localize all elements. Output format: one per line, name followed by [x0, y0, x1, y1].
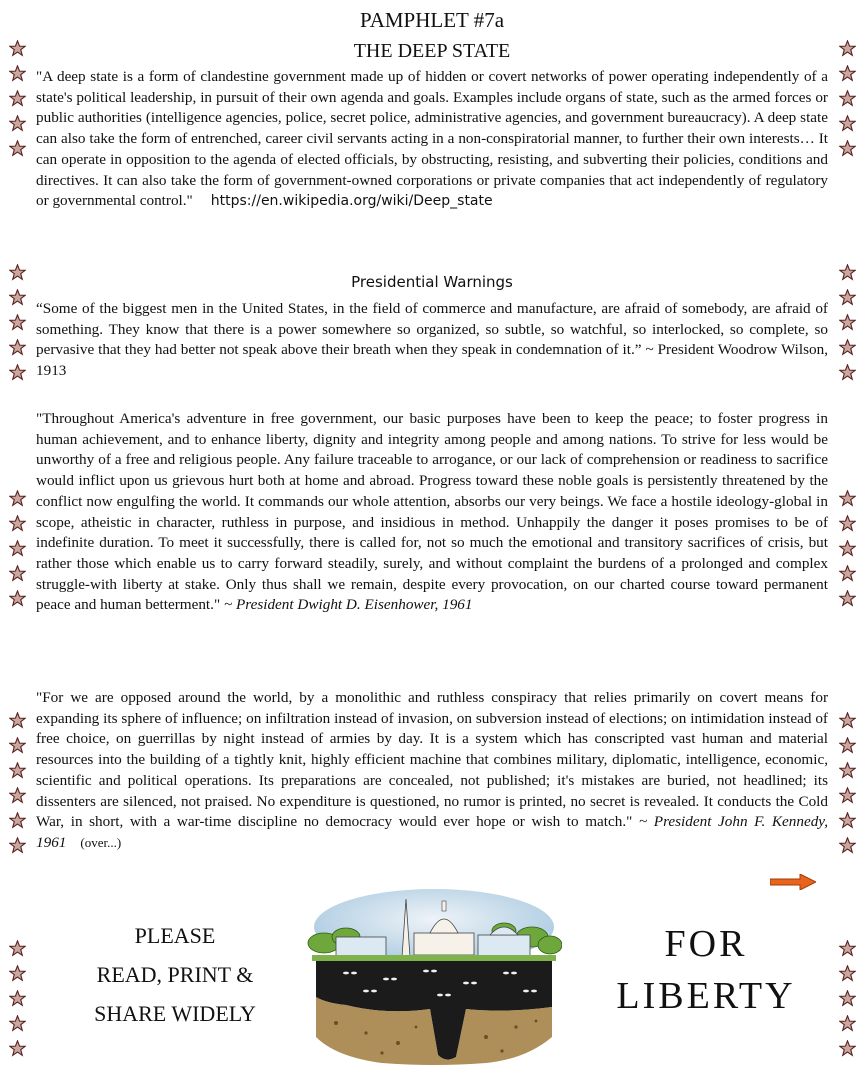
star-icon: [9, 339, 26, 356]
quote-attribution: ~ President Dwight D. Eisenhower, 1961: [223, 596, 473, 614]
star-icon: [839, 762, 856, 779]
star-column: [6, 40, 28, 165]
star-icon: [839, 115, 856, 132]
quote-kennedy: [36, 688, 828, 854]
star-icon: [839, 515, 856, 532]
star-icon: [839, 90, 856, 107]
for-liberty-slogan: [596, 918, 816, 1022]
star-column: [836, 40, 858, 165]
star-icon: [839, 65, 856, 82]
star-column: [6, 264, 28, 389]
pamphlet-number: PAMPHLET #7a: [359, 8, 505, 32]
share-line: READ, PRINT &: [96, 962, 254, 987]
share-callout: [70, 916, 280, 1033]
star-icon: [839, 540, 856, 557]
star-column: [6, 940, 28, 1065]
quote-eisenhower: [36, 409, 828, 616]
star-icon: [839, 40, 856, 57]
star-icon: [839, 787, 856, 804]
star-icon: [9, 289, 26, 306]
star-icon: [839, 364, 856, 381]
quote-attribution: ~ President John F. Kennedy, 1961: [36, 813, 829, 851]
star-icon: [9, 737, 26, 754]
star-icon: [9, 940, 26, 957]
continuation-note: (over...): [80, 834, 122, 850]
star-icon: [839, 339, 856, 356]
quote-wilson: [36, 299, 828, 382]
star-icon: [9, 565, 26, 582]
definition-text: "A deep state is a form of clandestine government made up of hidden or covert networks of power operating independently of a state's political leadership, in pursuit of their own agenda and goals. Examples include organs of state, such as the armed forces or public authorities (intelligence agencies, police, secret police, administrative agencies, and government bureaucracy). A deep state can also take the form of entrenched, career civil servants acting in a non-conspiratorial manner, to further their own interests… It can operate in opposition to the agenda of elected officials, by obstructing, resisting, and subverting their policies, conditions and directives. It can also take the form of government-owned corporations or private companies that act independently of regulatory or governmental control.": [36, 68, 828, 210]
star-icon: [839, 490, 856, 507]
share-line: PLEASE: [134, 923, 216, 948]
star-column: [836, 264, 858, 389]
arrow-right-icon: [770, 874, 816, 890]
quote-text: “Some of the biggest men in the United States, in the field of commerce and manufacture, are afraid of somebody, are afraid of something. They know that there is a power somewhere so organized, so subtle, so watchful, so interlocked, so complete, so pervasive that they had better not speak above their breath when they speak in condemnation of it.”: [36, 300, 828, 359]
star-icon: [9, 590, 26, 607]
star-icon: [9, 490, 26, 507]
star-icon: [9, 1015, 26, 1032]
section-heading: Presidential Warnings: [351, 273, 513, 291]
star-icon: [839, 712, 856, 729]
pamphlet-title: THE DEEP STATE: [353, 40, 511, 62]
star-icon: [839, 289, 856, 306]
star-icon: [9, 762, 26, 779]
star-icon: [9, 65, 26, 82]
slogan-line: FOR: [664, 923, 748, 965]
star-icon: [9, 264, 26, 281]
star-icon: [9, 90, 26, 107]
star-column: [836, 940, 858, 1065]
star-icon: [839, 590, 856, 607]
star-icon: [9, 364, 26, 381]
star-icon: [839, 812, 856, 829]
star-column: [836, 490, 858, 615]
star-icon: [9, 140, 26, 157]
star-icon: [839, 314, 856, 331]
star-icon: [839, 837, 856, 854]
star-icon: [9, 787, 26, 804]
star-icon: [9, 1040, 26, 1057]
star-column: [836, 712, 858, 862]
quote-attribution: ~ President Woodrow Wilson, 1913: [36, 341, 829, 380]
star-icon: [839, 565, 856, 582]
star-icon: [839, 264, 856, 281]
star-icon: [9, 712, 26, 729]
source-url: https://en.wikipedia.org/wiki/Deep_state: [210, 193, 493, 210]
star-icon: [839, 737, 856, 754]
star-icon: [839, 940, 856, 957]
star-icon: [9, 540, 26, 557]
star-icon: [9, 965, 26, 982]
quote-text: "For we are opposed around the world, by a monolithic and ruthless conspiracy that relies primarily on covert means for expanding its sphere of influence; on infiltration instead of invasion, on subversion instead of elections; on intimidation instead of free choice, on guerrillas by night instead of armies by day. It is a system which has conscripted vast human and material resources into the building of a tightly knit, highly efficient machine that combines military, diplomatic, intelligence, economic, scientific and political operations. Its preparations are concealed, not published; it's mistakes are buried, not headlined; its dissenters are silenced, not praised. No expenditure is questioned, no rumor is printed, no secret is revealed. It conducts the Cold War, in short, with a war-time discipline no democracy would ever hope or wish to match.": [36, 689, 828, 831]
share-line: SHARE WIDELY: [94, 1001, 256, 1026]
star-icon: [839, 1015, 856, 1032]
star-icon: [839, 140, 856, 157]
star-icon: [839, 990, 856, 1007]
star-icon: [9, 812, 26, 829]
quote-text: "Throughout America's adventure in free government, our basic purposes have been to keep the peace; to foster progress in human achievement, and to enhance liberty, dignity and integrity among people and among nations. To strive for less would be unworthy of a free and religious people. Any failure traceable to arrogance, or our lack of comprehension or readiness to sacrifice would inflict upon us grievous hurt both at home and abroad. Progress toward these noble goals is persistently threatened by the conflict now engulfing the world. It commands our whole attention, absorbs our very beings. We face a hostile ideology-global in scope, atheistic in character, ruthless in purpose, and insidious in method. Unhappily the danger it poses promises to be of indefinite duration. To meet it successfully, there is called for, not so much the emotional and transitory sacrifices of crisis, but rather those which enable us to carry forward steadily, surely, and without complaint the burdens of a prolonged and complex struggle-with liberty at stake. Only thus shall we remain, despite every provocation, on our charted course toward permanent peace and human betterment.": [36, 410, 828, 614]
star-icon: [9, 40, 26, 57]
slogan-line: LIBERTY: [616, 975, 796, 1017]
star-icon: [9, 515, 26, 532]
star-column: [6, 712, 28, 862]
star-icon: [839, 1040, 856, 1057]
star-icon: [9, 314, 26, 331]
star-column: [6, 490, 28, 615]
star-icon: [839, 965, 856, 982]
star-icon: [9, 115, 26, 132]
star-icon: [9, 990, 26, 1007]
capitol-underground-cartoon: [306, 887, 562, 1067]
definition-paragraph: [36, 67, 828, 212]
star-icon: [9, 837, 26, 854]
